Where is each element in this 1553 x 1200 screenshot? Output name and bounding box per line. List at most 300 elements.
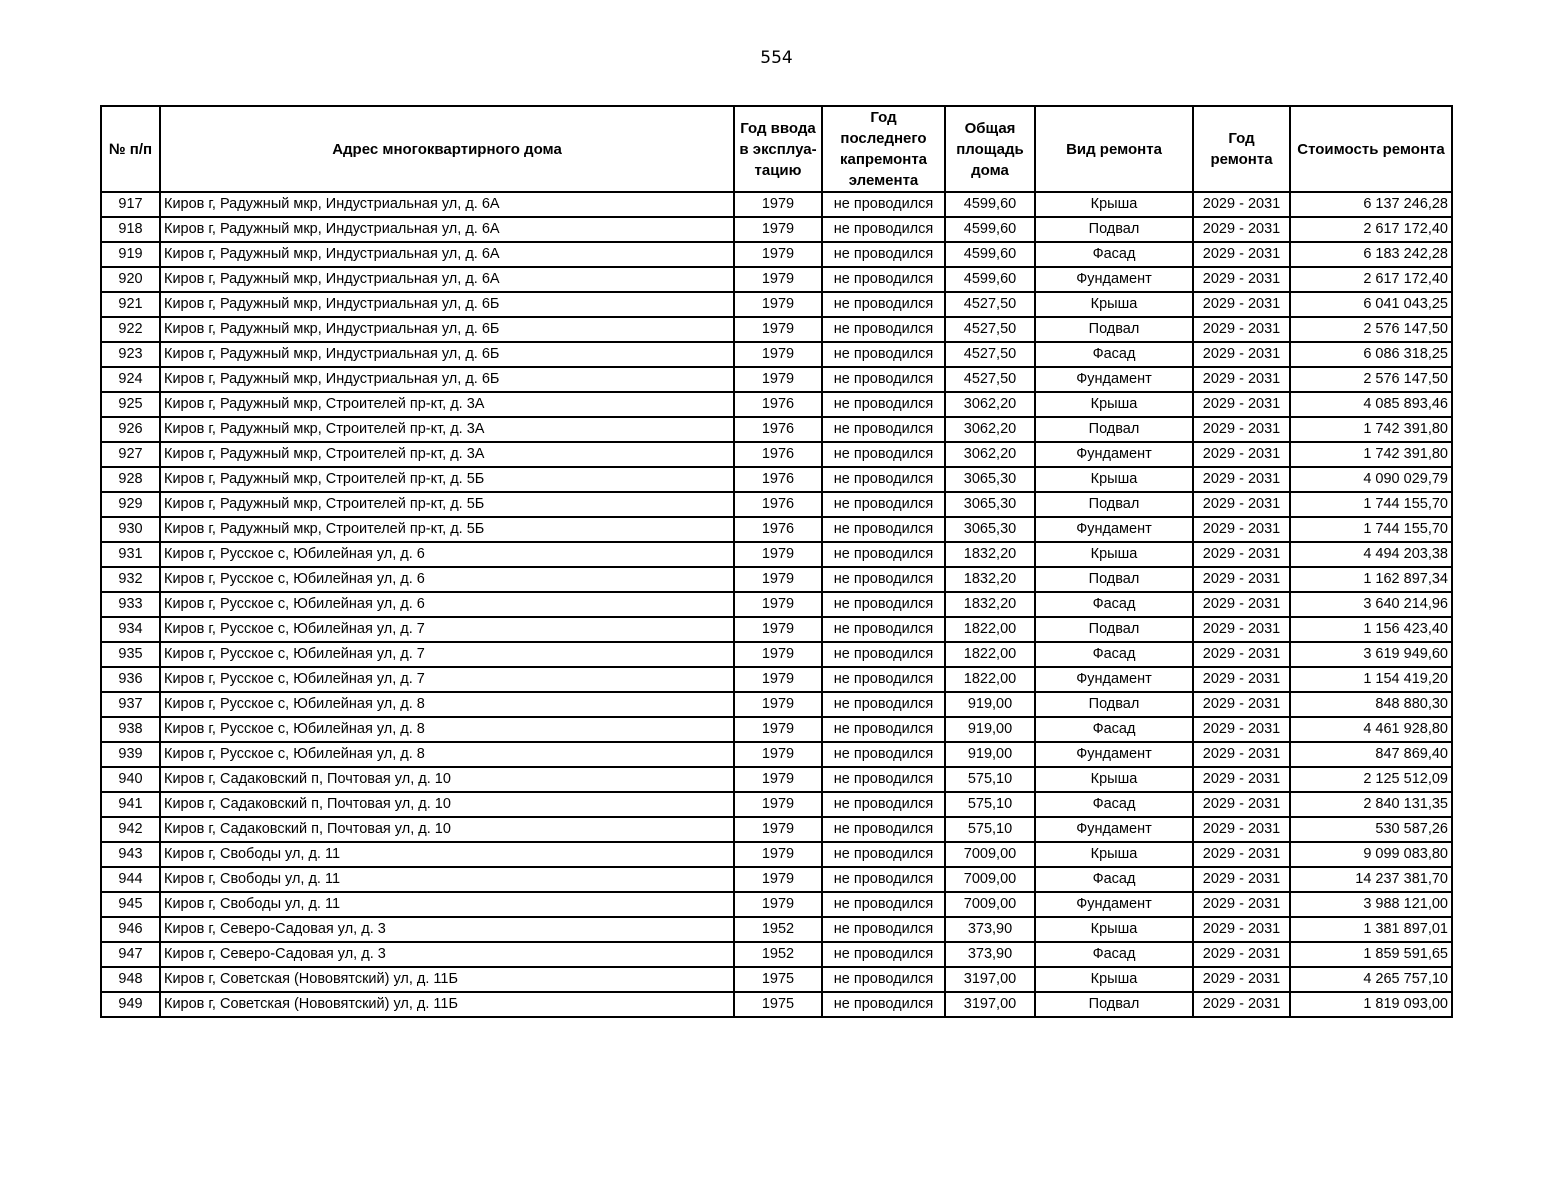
table-row: [101, 242, 1452, 267]
cell-last-repair: не проводился: [822, 867, 945, 892]
cell-area: 373,90: [945, 942, 1035, 967]
cell-repair-type: Фундамент: [1035, 667, 1193, 692]
cell-repair-years: 2029 - 2031: [1193, 617, 1290, 642]
header-cost: Стоимость ремонта: [1290, 106, 1452, 192]
cell-year-built: 1979: [734, 692, 822, 717]
cell-year-built: 1952: [734, 942, 822, 967]
cell-repair-years: 2029 - 2031: [1193, 817, 1290, 842]
cell-repair-type: Фасад: [1035, 717, 1193, 742]
cell-repair-years: 2029 - 2031: [1193, 917, 1290, 942]
cell-last-repair: не проводился: [822, 942, 945, 967]
cell-cost: 1 819 093,00: [1290, 992, 1452, 1017]
cell-area: 3062,20: [945, 392, 1035, 417]
table-row: [101, 392, 1452, 417]
cell-cost: 2 125 512,09: [1290, 767, 1452, 792]
cell-cost: 847 869,40: [1290, 742, 1452, 767]
cell-year-built: 1979: [734, 742, 822, 767]
cell-repair-years: 2029 - 2031: [1193, 242, 1290, 267]
table-row: [101, 917, 1452, 942]
table-row: [101, 492, 1452, 517]
cell-cost: 2 617 172,40: [1290, 217, 1452, 242]
table-row: [101, 567, 1452, 592]
cell-address: Киров г, Северо-Садовая ул, д. 3: [160, 942, 734, 967]
cell-address: Киров г, Свободы ул, д. 11: [160, 892, 734, 917]
cell-repair-years: 2029 - 2031: [1193, 967, 1290, 992]
cell-year-built: 1979: [734, 242, 822, 267]
cell-address: Киров г, Садаковский п, Почтовая ул, д. 10: [160, 817, 734, 842]
cell-cost: 2 617 172,40: [1290, 267, 1452, 292]
cell-repair-type: Фундамент: [1035, 517, 1193, 542]
cell-last-repair: не проводился: [822, 442, 945, 467]
cell-repair-type: Фасад: [1035, 242, 1193, 267]
cell-repair-years: 2029 - 2031: [1193, 742, 1290, 767]
cell-area: 1832,20: [945, 542, 1035, 567]
table-body: [101, 192, 1452, 1017]
cell-repair-years: 2029 - 2031: [1193, 792, 1290, 817]
cell-cost: 530 587,26: [1290, 817, 1452, 842]
cell-cost: 1 742 391,80: [1290, 442, 1452, 467]
cell-year-built: 1979: [734, 267, 822, 292]
cell-repair-years: 2029 - 2031: [1193, 892, 1290, 917]
cell-last-repair: не проводился: [822, 267, 945, 292]
cell-cost: 1 156 423,40: [1290, 617, 1452, 642]
cell-year-built: 1976: [734, 492, 822, 517]
cell-year-built: 1979: [734, 217, 822, 242]
cell-num: 934: [101, 617, 160, 642]
cell-address: Киров г, Радужный мкр, Строителей пр-кт, д. 5Б: [160, 492, 734, 517]
cell-repair-type: Фундамент: [1035, 742, 1193, 767]
table-row: [101, 417, 1452, 442]
cell-num: 927: [101, 442, 160, 467]
cell-year-built: 1979: [734, 367, 822, 392]
cell-last-repair: не проводился: [822, 767, 945, 792]
cell-repair-type: Фасад: [1035, 642, 1193, 667]
cell-year-built: 1976: [734, 417, 822, 442]
cell-num: 926: [101, 417, 160, 442]
cell-last-repair: не проводился: [822, 967, 945, 992]
cell-repair-years: 2029 - 2031: [1193, 767, 1290, 792]
cell-area: 4599,60: [945, 267, 1035, 292]
cell-address: Киров г, Радужный мкр, Индустриальная ул, д. 6Б: [160, 367, 734, 392]
cell-repair-type: Крыша: [1035, 967, 1193, 992]
cell-year-built: 1952: [734, 917, 822, 942]
cell-area: 7009,00: [945, 842, 1035, 867]
cell-last-repair: не проводился: [822, 792, 945, 817]
page-number: 554: [760, 48, 793, 68]
cell-area: 3065,30: [945, 517, 1035, 542]
table-row: [101, 292, 1452, 317]
header-num: № п/п: [101, 106, 160, 192]
table-row: [101, 342, 1452, 367]
table-row: [101, 592, 1452, 617]
cell-repair-years: 2029 - 2031: [1193, 692, 1290, 717]
cell-num: 918: [101, 217, 160, 242]
cell-address: Киров г, Радужный мкр, Индустриальная ул, д. 6Б: [160, 292, 734, 317]
header-year-built: Год ввода в эксплуа-тацию: [734, 106, 822, 192]
cell-last-repair: не проводился: [822, 667, 945, 692]
cell-area: 575,10: [945, 767, 1035, 792]
cell-repair-type: Крыша: [1035, 542, 1193, 567]
cell-cost: 2 840 131,35: [1290, 792, 1452, 817]
cell-cost: 6 137 246,28: [1290, 192, 1452, 217]
cell-area: 7009,00: [945, 867, 1035, 892]
cell-area: 4527,50: [945, 367, 1035, 392]
cell-repair-years: 2029 - 2031: [1193, 542, 1290, 567]
cell-cost: 1 744 155,70: [1290, 517, 1452, 542]
cell-cost: 848 880,30: [1290, 692, 1452, 717]
cell-repair-type: Подвал: [1035, 317, 1193, 342]
cell-cost: 4 494 203,38: [1290, 542, 1452, 567]
cell-area: 1832,20: [945, 567, 1035, 592]
cell-num: 935: [101, 642, 160, 667]
cell-last-repair: не проводился: [822, 492, 945, 517]
cell-address: Киров г, Садаковский п, Почтовая ул, д. 10: [160, 767, 734, 792]
cell-year-built: 1975: [734, 992, 822, 1017]
cell-num: 941: [101, 792, 160, 817]
cell-num: 920: [101, 267, 160, 292]
cell-num: 943: [101, 842, 160, 867]
cell-last-repair: не проводился: [822, 567, 945, 592]
cell-repair-years: 2029 - 2031: [1193, 992, 1290, 1017]
table-row: [101, 692, 1452, 717]
cell-repair-type: Фасад: [1035, 942, 1193, 967]
cell-last-repair: не проводился: [822, 317, 945, 342]
cell-last-repair: не проводился: [822, 592, 945, 617]
cell-address: Киров г, Свободы ул, д. 11: [160, 867, 734, 892]
cell-repair-years: 2029 - 2031: [1193, 517, 1290, 542]
header-repair-years: Год ремонта: [1193, 106, 1290, 192]
cell-repair-years: 2029 - 2031: [1193, 492, 1290, 517]
table-row: [101, 317, 1452, 342]
cell-cost: 1 381 897,01: [1290, 917, 1452, 942]
cell-year-built: 1979: [734, 892, 822, 917]
cell-repair-years: 2029 - 2031: [1193, 417, 1290, 442]
cell-num: 922: [101, 317, 160, 342]
cell-repair-type: Крыша: [1035, 392, 1193, 417]
cell-repair-type: Подвал: [1035, 417, 1193, 442]
cell-area: 3197,00: [945, 967, 1035, 992]
cell-area: 919,00: [945, 742, 1035, 767]
cell-area: 4599,60: [945, 242, 1035, 267]
cell-repair-type: Крыша: [1035, 767, 1193, 792]
table-row: [101, 767, 1452, 792]
cell-repair-type: Крыша: [1035, 917, 1193, 942]
cell-area: 373,90: [945, 917, 1035, 942]
cell-repair-type: Фундамент: [1035, 267, 1193, 292]
cell-address: Киров г, Радужный мкр, Строителей пр-кт, д. 5Б: [160, 517, 734, 542]
cell-num: 939: [101, 742, 160, 767]
cell-last-repair: не проводился: [822, 517, 945, 542]
header-repair-type: Вид ремонта: [1035, 106, 1193, 192]
table-row: [101, 642, 1452, 667]
cell-address: Киров г, Русское с, Юбилейная ул, д. 6: [160, 592, 734, 617]
cell-num: 945: [101, 892, 160, 917]
cell-area: 3065,30: [945, 467, 1035, 492]
cell-address: Киров г, Русское с, Юбилейная ул, д. 6: [160, 567, 734, 592]
cell-num: 947: [101, 942, 160, 967]
table-row: [101, 867, 1452, 892]
cell-repair-years: 2029 - 2031: [1193, 442, 1290, 467]
cell-last-repair: не проводился: [822, 742, 945, 767]
cell-repair-type: Подвал: [1035, 617, 1193, 642]
cell-address: Киров г, Северо-Садовая ул, д. 3: [160, 917, 734, 942]
cell-address: Киров г, Радужный мкр, Индустриальная ул, д. 6Б: [160, 317, 734, 342]
cell-repair-type: Фундамент: [1035, 817, 1193, 842]
table-row: [101, 192, 1452, 217]
cell-cost: 1 742 391,80: [1290, 417, 1452, 442]
cell-year-built: 1976: [734, 467, 822, 492]
cell-last-repair: не проводился: [822, 917, 945, 942]
cell-last-repair: не проводился: [822, 692, 945, 717]
cell-area: 1822,00: [945, 667, 1035, 692]
cell-repair-type: Крыша: [1035, 192, 1193, 217]
cell-num: 931: [101, 542, 160, 567]
cell-num: 925: [101, 392, 160, 417]
table-row: [101, 817, 1452, 842]
cell-area: 575,10: [945, 817, 1035, 842]
cell-cost: 9 099 083,80: [1290, 842, 1452, 867]
cell-num: 933: [101, 592, 160, 617]
table-row: [101, 942, 1452, 967]
table-row: [101, 892, 1452, 917]
cell-repair-type: Подвал: [1035, 992, 1193, 1017]
cell-repair-type: Фасад: [1035, 592, 1193, 617]
cell-year-built: 1979: [734, 667, 822, 692]
cell-repair-years: 2029 - 2031: [1193, 567, 1290, 592]
cell-num: 932: [101, 567, 160, 592]
cell-year-built: 1979: [734, 292, 822, 317]
cell-repair-years: 2029 - 2031: [1193, 392, 1290, 417]
cell-last-repair: не проводился: [822, 292, 945, 317]
cell-repair-years: 2029 - 2031: [1193, 317, 1290, 342]
cell-last-repair: не проводился: [822, 192, 945, 217]
cell-num: 940: [101, 767, 160, 792]
cell-address: Киров г, Радужный мкр, Строителей пр-кт, д. 3А: [160, 442, 734, 467]
table-header-row: [101, 106, 1452, 192]
cell-address: Киров г, Радужный мкр, Индустриальная ул, д. 6Б: [160, 342, 734, 367]
cell-area: 919,00: [945, 692, 1035, 717]
cell-address: Киров г, Радужный мкр, Индустриальная ул, д. 6А: [160, 267, 734, 292]
cell-address: Киров г, Радужный мкр, Строителей пр-кт, д. 3А: [160, 392, 734, 417]
header-last-repair: Год последнего капремонта элемента: [822, 106, 945, 192]
cell-cost: 6 041 043,25: [1290, 292, 1452, 317]
table-row: [101, 992, 1452, 1017]
cell-last-repair: не проводился: [822, 617, 945, 642]
cell-area: 4527,50: [945, 292, 1035, 317]
cell-repair-type: Фасад: [1035, 792, 1193, 817]
cell-repair-type: Подвал: [1035, 692, 1193, 717]
table-row: [101, 442, 1452, 467]
cell-year-built: 1979: [734, 792, 822, 817]
cell-year-built: 1975: [734, 967, 822, 992]
cell-repair-years: 2029 - 2031: [1193, 717, 1290, 742]
table-row: [101, 667, 1452, 692]
cell-repair-years: 2029 - 2031: [1193, 642, 1290, 667]
cell-year-built: 1979: [734, 317, 822, 342]
cell-num: 937: [101, 692, 160, 717]
cell-year-built: 1976: [734, 392, 822, 417]
cell-year-built: 1979: [734, 842, 822, 867]
cell-year-built: 1979: [734, 867, 822, 892]
cell-cost: 3 988 121,00: [1290, 892, 1452, 917]
cell-num: 949: [101, 992, 160, 1017]
cell-cost: 2 576 147,50: [1290, 317, 1452, 342]
cell-area: 575,10: [945, 792, 1035, 817]
cell-address: Киров г, Русское с, Юбилейная ул, д. 8: [160, 742, 734, 767]
cell-num: 930: [101, 517, 160, 542]
cell-area: 3197,00: [945, 992, 1035, 1017]
cell-cost: 14 237 381,70: [1290, 867, 1452, 892]
cell-num: 929: [101, 492, 160, 517]
table-row: [101, 617, 1452, 642]
cell-cost: 4 085 893,46: [1290, 392, 1452, 417]
table-row: [101, 717, 1452, 742]
cell-repair-type: Фундамент: [1035, 442, 1193, 467]
cell-repair-type: Фундамент: [1035, 892, 1193, 917]
table-row: [101, 792, 1452, 817]
cell-repair-type: Крыша: [1035, 467, 1193, 492]
cell-year-built: 1979: [734, 717, 822, 742]
cell-cost: 6 183 242,28: [1290, 242, 1452, 267]
cell-num: 936: [101, 667, 160, 692]
cell-area: 3065,30: [945, 492, 1035, 517]
cell-address: Киров г, Русское с, Юбилейная ул, д. 7: [160, 642, 734, 667]
table-row: [101, 742, 1452, 767]
cell-cost: 1 162 897,34: [1290, 567, 1452, 592]
cell-address: Киров г, Радужный мкр, Индустриальная ул, д. 6А: [160, 217, 734, 242]
cell-address: Киров г, Русское с, Юбилейная ул, д. 8: [160, 692, 734, 717]
cell-cost: 6 086 318,25: [1290, 342, 1452, 367]
cell-repair-type: Крыша: [1035, 842, 1193, 867]
cell-last-repair: не проводился: [822, 542, 945, 567]
cell-repair-type: Крыша: [1035, 292, 1193, 317]
cell-repair-years: 2029 - 2031: [1193, 467, 1290, 492]
cell-repair-years: 2029 - 2031: [1193, 867, 1290, 892]
cell-address: Киров г, Радужный мкр, Индустриальная ул, д. 6А: [160, 192, 734, 217]
cell-num: 944: [101, 867, 160, 892]
cell-year-built: 1976: [734, 517, 822, 542]
cell-num: 919: [101, 242, 160, 267]
cell-last-repair: не проводился: [822, 992, 945, 1017]
cell-year-built: 1979: [734, 342, 822, 367]
table-row: [101, 217, 1452, 242]
cell-repair-years: 2029 - 2031: [1193, 842, 1290, 867]
cell-repair-years: 2029 - 2031: [1193, 217, 1290, 242]
cell-area: 919,00: [945, 717, 1035, 742]
cell-cost: 4 461 928,80: [1290, 717, 1452, 742]
cell-repair-years: 2029 - 2031: [1193, 292, 1290, 317]
header-area: Общая площадь дома: [945, 106, 1035, 192]
cell-area: 4527,50: [945, 342, 1035, 367]
cell-address: Киров г, Радужный мкр, Индустриальная ул, д. 6А: [160, 242, 734, 267]
cell-area: 1832,20: [945, 592, 1035, 617]
cell-cost: 3 640 214,96: [1290, 592, 1452, 617]
cell-repair-years: 2029 - 2031: [1193, 342, 1290, 367]
cell-last-repair: не проводился: [822, 467, 945, 492]
cell-repair-years: 2029 - 2031: [1193, 192, 1290, 217]
cell-last-repair: не проводился: [822, 892, 945, 917]
cell-area: 4527,50: [945, 317, 1035, 342]
table-row: [101, 967, 1452, 992]
cell-last-repair: не проводился: [822, 642, 945, 667]
cell-cost: 1 154 419,20: [1290, 667, 1452, 692]
cell-last-repair: не проводился: [822, 817, 945, 842]
cell-num: 948: [101, 967, 160, 992]
cell-year-built: 1976: [734, 442, 822, 467]
cell-repair-years: 2029 - 2031: [1193, 667, 1290, 692]
cell-area: 1822,00: [945, 617, 1035, 642]
cell-area: 7009,00: [945, 892, 1035, 917]
cell-address: Киров г, Русское с, Юбилейная ул, д. 6: [160, 542, 734, 567]
cell-year-built: 1979: [734, 567, 822, 592]
cell-address: Киров г, Русское с, Юбилейная ул, д. 8: [160, 717, 734, 742]
cell-repair-type: Подвал: [1035, 567, 1193, 592]
table-row: [101, 467, 1452, 492]
table-row: [101, 367, 1452, 392]
cell-last-repair: не проводился: [822, 842, 945, 867]
cell-repair-years: 2029 - 2031: [1193, 942, 1290, 967]
cell-num: 923: [101, 342, 160, 367]
cell-repair-type: Подвал: [1035, 492, 1193, 517]
cell-year-built: 1979: [734, 817, 822, 842]
cell-year-built: 1979: [734, 767, 822, 792]
table-row: [101, 542, 1452, 567]
cell-last-repair: не проводился: [822, 367, 945, 392]
cell-area: 4599,60: [945, 192, 1035, 217]
cell-repair-years: 2029 - 2031: [1193, 267, 1290, 292]
cell-address: Киров г, Советская (Нововятский) ул, д. 11Б: [160, 967, 734, 992]
cell-address: Киров г, Радужный мкр, Строителей пр-кт, д. 5Б: [160, 467, 734, 492]
cell-year-built: 1979: [734, 617, 822, 642]
cell-address: Киров г, Русское с, Юбилейная ул, д. 7: [160, 617, 734, 642]
cell-last-repair: не проводился: [822, 717, 945, 742]
cell-address: Киров г, Советская (Нововятский) ул, д. 11Б: [160, 992, 734, 1017]
cell-cost: 1 744 155,70: [1290, 492, 1452, 517]
cell-area: 4599,60: [945, 217, 1035, 242]
cell-repair-type: Фундамент: [1035, 367, 1193, 392]
cell-cost: 3 619 949,60: [1290, 642, 1452, 667]
cell-last-repair: не проводился: [822, 217, 945, 242]
cell-cost: 1 859 591,65: [1290, 942, 1452, 967]
table-row: [101, 267, 1452, 292]
cell-num: 946: [101, 917, 160, 942]
table-row: [101, 517, 1452, 542]
cell-year-built: 1979: [734, 542, 822, 567]
cell-address: Киров г, Русское с, Юбилейная ул, д. 7: [160, 667, 734, 692]
repair-schedule-table: [100, 105, 1453, 1018]
header-address: Адрес многоквартирного дома: [160, 106, 734, 192]
cell-cost: 4 090 029,79: [1290, 467, 1452, 492]
cell-num: 938: [101, 717, 160, 742]
cell-repair-years: 2029 - 2031: [1193, 367, 1290, 392]
cell-num: 942: [101, 817, 160, 842]
cell-area: 3062,20: [945, 417, 1035, 442]
cell-cost: 2 576 147,50: [1290, 367, 1452, 392]
cell-address: Киров г, Садаковский п, Почтовая ул, д. 10: [160, 792, 734, 817]
cell-area: 3062,20: [945, 442, 1035, 467]
cell-year-built: 1979: [734, 592, 822, 617]
cell-num: 924: [101, 367, 160, 392]
cell-num: 928: [101, 467, 160, 492]
cell-num: 917: [101, 192, 160, 217]
cell-num: 921: [101, 292, 160, 317]
table-row: [101, 842, 1452, 867]
cell-area: 1822,00: [945, 642, 1035, 667]
cell-year-built: 1979: [734, 642, 822, 667]
cell-year-built: 1979: [734, 192, 822, 217]
cell-cost: 4 265 757,10: [1290, 967, 1452, 992]
cell-last-repair: не проводился: [822, 342, 945, 367]
